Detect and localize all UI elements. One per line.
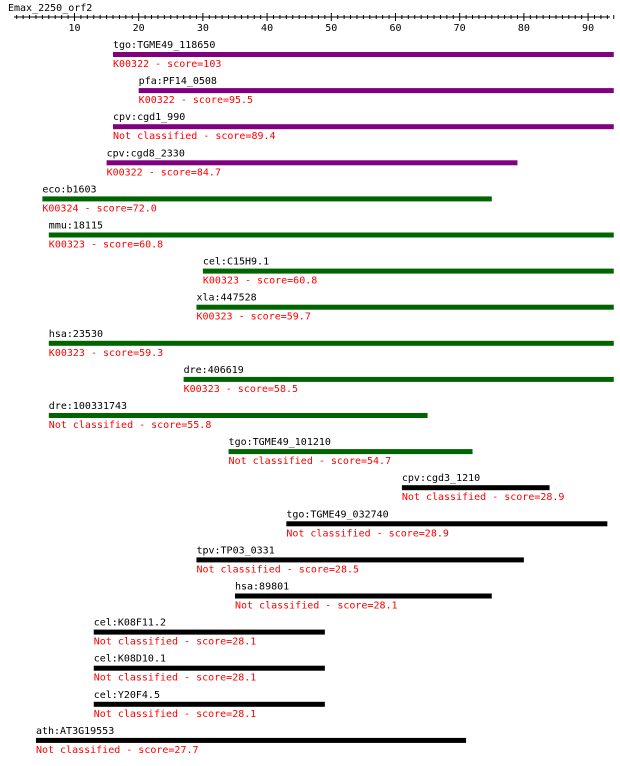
hit-subtitle: K00322 - score=84.7 bbox=[106, 167, 221, 179]
hit-bar[interactable] bbox=[184, 377, 614, 382]
hit-subtitle: Not classified - score=28.1 bbox=[234, 600, 398, 612]
hit-row bbox=[402, 473, 565, 503]
hit-row bbox=[229, 437, 473, 467]
hit-row bbox=[94, 654, 325, 684]
hit-name[interactable]: cpv:cgd8_2330 bbox=[106, 148, 185, 160]
hit-bar[interactable] bbox=[42, 196, 491, 201]
hit-bar[interactable] bbox=[107, 160, 518, 165]
hit-bar[interactable] bbox=[49, 233, 614, 238]
hit-row bbox=[196, 545, 523, 575]
hit-subtitle: Not classified - score=54.7 bbox=[228, 456, 392, 468]
hit-name[interactable]: mmu:18115 bbox=[48, 220, 103, 232]
hit-bar[interactable] bbox=[113, 52, 614, 57]
hit-bar[interactable] bbox=[229, 449, 473, 454]
hit-row bbox=[196, 293, 613, 323]
hit-name[interactable]: dre:100331743 bbox=[48, 401, 128, 412]
hit-subtitle: Not classified - score=27.7 bbox=[35, 744, 199, 756]
hit-row bbox=[94, 618, 325, 648]
hit-subtitle: K00324 - score=72.0 bbox=[42, 203, 157, 215]
hit-subtitle: Not classified - score=28.9 bbox=[401, 492, 565, 504]
hit-bar[interactable] bbox=[94, 630, 325, 635]
hit-name[interactable]: xla:447528 bbox=[196, 292, 257, 304]
hit-row bbox=[113, 112, 614, 142]
hit-name[interactable]: hsa:23530 bbox=[48, 328, 103, 340]
hit-row bbox=[49, 221, 614, 251]
hit-subtitle: Not classified - score=28.1 bbox=[93, 636, 257, 648]
hit-name[interactable]: cel:Y20F4.5 bbox=[93, 689, 160, 701]
axis-tick-label: 70 bbox=[453, 23, 466, 34]
hit-row bbox=[94, 690, 325, 720]
hit-subtitle: Not classified - score=55.8 bbox=[48, 420, 212, 431]
axis-tick-label: 80 bbox=[517, 23, 530, 34]
hit-row bbox=[286, 509, 607, 539]
hit-bar[interactable] bbox=[94, 666, 325, 671]
hit-bar[interactable] bbox=[196, 557, 523, 562]
hit-name[interactable]: cpv:cgd1_990 bbox=[113, 112, 186, 124]
axis-tick-label: 40 bbox=[261, 23, 274, 34]
axis-tick-labels bbox=[68, 23, 594, 34]
hit-subtitle: K00323 - score=60.8 bbox=[202, 275, 318, 287]
hit-bar[interactable] bbox=[94, 702, 325, 707]
hit-bar[interactable] bbox=[49, 413, 428, 418]
axis-tick-label: 60 bbox=[389, 23, 402, 34]
hit-row bbox=[139, 76, 614, 106]
hit-bar[interactable] bbox=[196, 305, 613, 310]
hit-subtitle: Not classified - score=89.4 bbox=[113, 131, 276, 143]
hit-bar[interactable] bbox=[139, 88, 614, 93]
hit-row bbox=[42, 184, 491, 214]
hit-subtitle: Not classified - score=28.9 bbox=[286, 528, 449, 540]
axis-tick-label: 50 bbox=[325, 23, 338, 34]
hit-name[interactable]: tpv:TP03_0331 bbox=[196, 545, 275, 557]
hit-subtitle: Not classified - score=28.1 bbox=[93, 708, 257, 720]
hit-bar[interactable] bbox=[286, 521, 607, 526]
hit-bar[interactable] bbox=[203, 269, 614, 274]
hit-name[interactable]: cel:K08F11.2 bbox=[93, 617, 166, 629]
query-name: Emax_2250_orf2 bbox=[8, 3, 93, 14]
hit-name[interactable]: eco:b1603 bbox=[42, 184, 97, 196]
hit-bar[interactable] bbox=[235, 594, 492, 599]
hit-name[interactable]: tgo:TGME49_032740 bbox=[286, 509, 389, 521]
hit-list bbox=[36, 40, 614, 756]
hit-subtitle: K00322 - score=95.5 bbox=[138, 95, 254, 107]
axis-tick-label: 90 bbox=[582, 23, 595, 34]
hit-row bbox=[184, 365, 614, 395]
hit-subtitle: Not classified - score=28.1 bbox=[93, 672, 257, 684]
hit-row bbox=[235, 582, 492, 612]
hit-subtitle: K00323 - score=59.3 bbox=[48, 347, 164, 359]
hit-name[interactable]: tgo:TGME49_101210 bbox=[228, 437, 331, 449]
hit-name[interactable]: tgo:TGME49_118650 bbox=[113, 40, 216, 51]
hit-subtitle: K00322 - score=103 bbox=[113, 59, 222, 70]
hit-row bbox=[203, 257, 614, 287]
hit-row bbox=[113, 40, 614, 70]
hit-subtitle: K00323 - score=58.5 bbox=[183, 383, 299, 395]
axis-tick-label: 10 bbox=[68, 23, 81, 34]
hit-name[interactable]: hsa:89801 bbox=[234, 581, 290, 593]
hit-name[interactable]: cel:K08D10.1 bbox=[93, 653, 166, 665]
hit-bar[interactable] bbox=[402, 485, 550, 490]
hit-name[interactable]: pfa:PF14_0508 bbox=[138, 76, 217, 88]
hit-bar[interactable] bbox=[36, 738, 466, 743]
hit-bar[interactable] bbox=[113, 124, 614, 129]
hit-name[interactable]: cpv:cgd3_1210 bbox=[401, 473, 481, 485]
hit-row bbox=[49, 329, 614, 359]
hit-subtitle: K00323 - score=60.8 bbox=[48, 239, 164, 251]
hit-subtitle: Not classified - score=28.5 bbox=[196, 564, 360, 576]
hit-bar[interactable] bbox=[49, 341, 614, 346]
hit-row bbox=[36, 726, 466, 756]
hit-row bbox=[107, 148, 518, 178]
hit-subtitle: K00323 - score=59.7 bbox=[196, 311, 311, 323]
hit-row bbox=[49, 401, 428, 431]
hit-name[interactable]: dre:406619 bbox=[183, 364, 244, 376]
hit-name[interactable]: cel:C15H9.1 bbox=[202, 256, 270, 268]
axis-tick-label: 30 bbox=[196, 23, 209, 34]
axis-tick-label: 20 bbox=[132, 23, 145, 34]
hit-name[interactable]: ath:AT3G19553 bbox=[35, 725, 115, 737]
